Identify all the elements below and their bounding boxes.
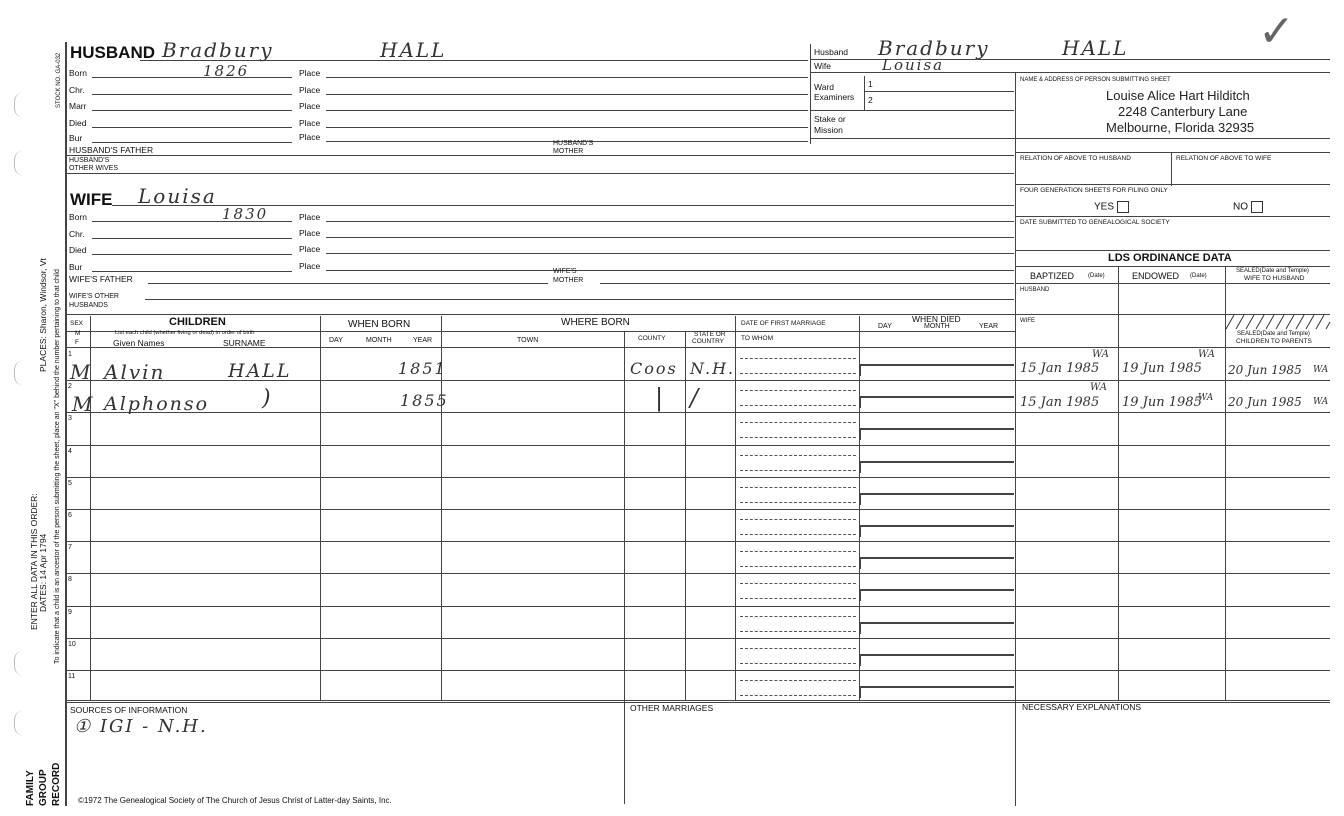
died-date-line — [859, 557, 1014, 559]
section-line — [66, 155, 1014, 156]
to-whom-line — [740, 405, 856, 406]
died-bracket — [859, 493, 861, 505]
died-date-line — [859, 654, 1014, 656]
lds-husband-row-label: HUSBAND — [1020, 287, 1050, 293]
table-col — [624, 331, 625, 701]
binder-hole — [14, 92, 24, 118]
died-bracket — [859, 686, 861, 698]
yes-checkbox[interactable] — [1117, 201, 1129, 213]
died-year-header: YEAR — [979, 323, 999, 330]
when-died-header: WHEN DIED — [912, 314, 961, 324]
child-2-given[interactable]: Alphonso — [104, 393, 210, 415]
submitter-name[interactable]: Louise Alice Hart Hilditch — [1106, 88, 1250, 103]
relation-husband-label: RELATION OF ABOVE TO HUSBAND — [1020, 155, 1131, 162]
rt-line — [810, 110, 1014, 111]
wife-given-name[interactable]: Louisa — [138, 184, 217, 208]
copyright: ©1972 The Genealogical Society of The Church of Jesus Christ of Latter-day Saints, Inc. — [78, 796, 392, 805]
footer-divider — [624, 700, 625, 804]
rt-husband-label: Husband — [814, 47, 849, 57]
submitter-city[interactable]: Melbourne, Florida 32935 — [1106, 120, 1255, 135]
died-bracket — [859, 428, 861, 440]
child-ancestor-note: To indicate that a child is an ancestor of the person submitting the sheet, place an "X" behind the number pertaining to that child — [54, 269, 61, 664]
field-line — [326, 221, 1014, 222]
place-label: Place — [299, 244, 321, 254]
to-whom-line — [740, 502, 856, 503]
binder-hole — [14, 650, 24, 676]
husband-given-name[interactable]: Bradbury — [162, 38, 274, 62]
wifes-father-label: WIFE'S FATHER — [69, 274, 133, 284]
died-day-header: DAY — [878, 323, 892, 330]
wife-born-year[interactable]: 1830 — [222, 205, 269, 223]
rt-wife-value[interactable]: Louisa — [882, 56, 945, 74]
rt-wife-label: Wife — [814, 61, 831, 71]
died-label: Died — [69, 118, 87, 128]
died-date-line — [859, 686, 1014, 688]
child-2-sex[interactable]: M — [72, 392, 95, 416]
rt-line — [1015, 152, 1330, 153]
died-bracket — [859, 557, 861, 569]
divider — [864, 76, 865, 110]
husbands-father-label: HUSBAND'S FATHER — [69, 145, 154, 155]
wifes-mother-label-2: MOTHER — [553, 277, 584, 284]
marriage-date-line — [740, 487, 856, 488]
child-row-number: 6 — [68, 512, 72, 519]
child-1-endowed-mark: WA — [1198, 349, 1216, 360]
sources-label: SOURCES OF INFORMATION — [70, 705, 188, 715]
husband-title: HUSBAND — [70, 43, 155, 62]
child-2-endowed[interactable]: 19 Jun 1985 — [1122, 395, 1202, 410]
child-1-year[interactable]: 1851 — [398, 359, 447, 378]
yes-option[interactable] — [1094, 201, 1129, 213]
examiner-2: 2 — [868, 95, 873, 105]
child-1-endowed[interactable]: 19 Jun 1985 — [1122, 361, 1202, 376]
child-row-number: 10 — [68, 640, 76, 648]
places-note: PLACES: Sharon, Windsor, Vt — [38, 258, 48, 372]
rt-line — [1015, 216, 1330, 217]
child-2-sealed-mark: WA — [1313, 397, 1329, 407]
stake-label-1: Stake or — [814, 114, 846, 124]
died-bracket — [859, 525, 861, 537]
died-bracket — [859, 396, 861, 408]
to-whom-line — [740, 695, 856, 696]
child-1-sealed[interactable]: 20 Jun 1985 — [1228, 363, 1302, 377]
died-bracket — [859, 654, 861, 666]
child-row-number: 11 — [68, 673, 76, 680]
field-line — [600, 283, 1014, 284]
died-bracket — [859, 364, 861, 376]
rt-line — [1015, 250, 1330, 251]
child-1-sealed-mark: WA — [1313, 365, 1329, 375]
baptized-label: BAPTIZED — [1030, 271, 1075, 281]
died-month-header: MONTH — [924, 323, 950, 330]
marriage-date-line — [740, 358, 856, 359]
field-line — [92, 238, 292, 239]
to-whom-line — [740, 534, 856, 535]
husbands-other-wives-label-1: HUSBAND'S — [69, 157, 110, 164]
born-label: Born — [69, 212, 87, 222]
field-line — [92, 254, 292, 255]
footer-line — [66, 700, 1330, 701]
to-whom-line — [740, 598, 856, 599]
wifes-other-husbands-label-1: WIFE'S OTHER — [69, 293, 119, 300]
died-bracket — [859, 461, 861, 473]
child-row-number: 4 — [68, 447, 72, 455]
died-date-line — [859, 622, 1014, 624]
husband-born-year[interactable]: 1826 — [203, 62, 250, 80]
died-date-line — [859, 525, 1014, 527]
child-2-county[interactable]: | — [655, 384, 666, 412]
lds-wife-row-label: WIFE — [1020, 318, 1035, 324]
order-note: ENTER ALL DATA IN THIS ORDER: — [29, 493, 39, 630]
field-line — [326, 253, 1014, 254]
child-2-sealed[interactable]: 20 Jun 1985 — [1228, 395, 1302, 409]
bur-label: Bur — [69, 133, 83, 143]
place-label: Place — [299, 228, 321, 238]
row-line — [66, 509, 1330, 510]
child-row-number: 7 — [68, 544, 72, 552]
examiners-label: Examiners — [814, 92, 855, 102]
marriage-date-line — [740, 455, 856, 456]
place-label: Place — [299, 261, 321, 271]
sex-header: SEX — [70, 320, 84, 327]
baptized-date-label: (Date) — [1088, 273, 1105, 279]
born-label: Born — [69, 68, 87, 78]
field-line — [148, 283, 548, 284]
divider — [1171, 152, 1172, 186]
row-line — [66, 573, 1330, 574]
marriage-date-line — [740, 519, 856, 520]
binder-hole — [14, 360, 24, 386]
field-line — [92, 142, 292, 143]
section-line — [66, 173, 1014, 174]
marriage-date-line — [740, 616, 856, 617]
field-line — [92, 127, 292, 128]
child-2-endowed-mark: WA — [1198, 393, 1214, 403]
to-whom-line — [740, 437, 856, 438]
marriage-date-line — [740, 390, 856, 391]
child-row-number: 1 — [68, 351, 72, 358]
row-line — [66, 541, 1330, 542]
died-date-line — [859, 493, 1014, 495]
wife-title: WIFE — [70, 190, 113, 209]
field-line — [92, 77, 292, 78]
sealed-children-label-1: SEALED(Date and Temple) — [1237, 331, 1310, 337]
chr-label: Chr. — [69, 85, 85, 95]
died-date-line — [859, 364, 1014, 366]
rt-line — [810, 72, 1330, 73]
child-1-baptized-mark: WA — [1092, 349, 1110, 360]
marriage-date-line — [740, 422, 856, 423]
marriage-date-line — [740, 583, 856, 584]
field-line — [326, 237, 1014, 238]
yes-label: YES — [1094, 201, 1115, 213]
family-label: FAMILY — [25, 770, 36, 806]
row-line — [66, 477, 1330, 478]
to-whom-line — [740, 663, 856, 664]
child-row-number: 8 — [68, 576, 72, 584]
child-1-county[interactable]: Coos — [630, 359, 678, 378]
country-header: COUNTRY — [692, 338, 725, 345]
sealed-wife-label-1: SEALED(Date and Temple) — [1236, 268, 1309, 274]
died-date-line — [859, 589, 1014, 591]
endowed-label: ENDOWED — [1132, 271, 1179, 281]
necessary-explanations-label: NECESSARY EXPLANATIONS — [1022, 702, 1142, 712]
submitter-street[interactable]: 2248 Canterbury Lane — [1118, 104, 1248, 119]
rt-line — [1015, 184, 1330, 185]
relation-wife-label: RELATION OF ABOVE TO WIFE — [1176, 155, 1272, 162]
child-row-number: 3 — [68, 415, 72, 423]
dates-note: DATES: 14 Apr 1794 — [38, 533, 48, 612]
field-line — [92, 271, 292, 272]
child-1-given[interactable]: Alvin — [104, 360, 166, 384]
field-line — [92, 110, 292, 111]
marriage-date-line — [740, 551, 856, 552]
row-line — [66, 606, 1330, 607]
binder-hole — [14, 150, 24, 176]
child-row-number: 5 — [68, 479, 72, 487]
row-line — [66, 445, 1330, 446]
no-option[interactable] — [1233, 201, 1263, 213]
marriage-date-line — [740, 648, 856, 649]
wifes-mother-label-1: WIFE'S — [553, 268, 577, 275]
place-label: Place — [299, 118, 321, 128]
field-line — [326, 110, 808, 111]
sex-m-header: M — [75, 330, 81, 337]
lds-divider — [1118, 266, 1119, 700]
children-subheader: List each child (whether living or dead) in order of birth — [115, 330, 255, 336]
husbands-mother-label-1: HUSBAND'S — [553, 140, 594, 147]
field-line — [326, 270, 1014, 271]
sex-f-header: F — [75, 339, 79, 346]
rt-husband-surname[interactable]: HALL — [1062, 36, 1129, 60]
day-header: DAY — [329, 337, 343, 344]
table-col — [685, 331, 686, 701]
left-border — [65, 42, 67, 806]
child-1-surname[interactable]: HALL — [228, 360, 292, 382]
given-names-header: Given Names — [113, 338, 165, 348]
died-label: Died — [69, 245, 87, 255]
record-label: RECORD — [51, 762, 62, 806]
died-date-line — [859, 461, 1014, 463]
hatched-cell — [1226, 315, 1330, 329]
binder-hole — [14, 710, 24, 736]
first-marriage-header: DATE OF FIRST MARRIAGE — [741, 320, 826, 327]
died-bracket — [859, 589, 861, 601]
town-header: TOWN — [517, 337, 539, 344]
no-checkbox[interactable] — [1251, 201, 1263, 213]
child-1-baptized[interactable]: 15 Jan 1985 — [1020, 361, 1100, 376]
to-whom-line — [740, 373, 856, 374]
row-line — [66, 638, 1330, 639]
sources-value[interactable]: ① IGI - N.H. — [74, 716, 208, 737]
ward-label: Ward — [814, 82, 834, 92]
place-label: Place — [299, 68, 321, 78]
child-2-baptized-mark: WA — [1090, 382, 1108, 393]
where-born-header: WHERE BORN — [561, 317, 630, 328]
rt-husband-given[interactable]: Bradbury — [878, 36, 990, 60]
died-bracket — [859, 622, 861, 634]
section-line — [66, 314, 1330, 315]
submitter-title: NAME & ADDRESS OF PERSON SUBMITTING SHEET — [1020, 77, 1171, 83]
rt-line — [810, 138, 1330, 139]
other-marriages-label: OTHER MARRIAGES — [630, 703, 714, 713]
to-whom-header: TO WHOM — [741, 335, 774, 342]
chr-label: Chr. — [69, 229, 85, 239]
divider — [1015, 72, 1016, 806]
when-born-header: WHEN BORN — [348, 319, 411, 330]
lds-title: LDS ORDINANCE DATA — [1108, 252, 1232, 264]
county-header: COUNTY — [638, 335, 666, 342]
child-2-baptized[interactable]: 15 Jan 1985 — [1020, 395, 1100, 410]
husbands-other-wives-label-2: OTHER WIVES — [69, 165, 119, 172]
to-whom-line — [740, 566, 856, 567]
place-label: Place — [299, 85, 321, 95]
bur-label: Bur — [69, 262, 83, 272]
sealed-children-label-2: CHILDREN TO PARENTS — [1236, 338, 1312, 345]
date-submitted-label: DATE SUBMITTED TO GENEALOGICAL SOCIETY — [1020, 219, 1170, 226]
to-whom-line — [740, 631, 856, 632]
died-date-line — [859, 428, 1014, 430]
stake-label-2: Mission — [814, 125, 843, 135]
check-mark-icon: ✓ — [1258, 6, 1295, 57]
surname-header: SURNAME — [223, 338, 266, 348]
rt-line — [864, 91, 1014, 92]
child-1-sex[interactable]: M — [70, 360, 93, 384]
lds-divider — [1225, 266, 1226, 700]
field-line — [92, 94, 292, 95]
husband-surname[interactable]: HALL — [380, 38, 447, 62]
to-whom-line — [740, 470, 856, 471]
child-1-state[interactable]: N.H. — [690, 359, 736, 378]
field-line — [145, 299, 1014, 300]
endowed-date-label: (Date) — [1190, 273, 1207, 279]
died-date-line — [859, 396, 1014, 398]
child-row-number: 2 — [68, 383, 72, 391]
state-header: STATE OR — [694, 331, 726, 338]
child-row-number: 9 — [68, 608, 72, 616]
husbands-mother-label-2: MOTHER — [553, 148, 584, 155]
group-label: GROUP — [38, 769, 49, 806]
child-2-year[interactable]: 1855 — [400, 391, 449, 410]
field-line — [326, 77, 808, 78]
stock-number: STOCK NO. GA-032 — [56, 52, 62, 108]
wifes-other-husbands-label-2: HUSBANDS — [69, 302, 108, 309]
rt-line — [1015, 266, 1330, 267]
year-header: YEAR — [413, 337, 433, 344]
child-2-state[interactable]: / — [690, 384, 701, 412]
place-label: Place — [299, 212, 321, 222]
marriage-date-line — [740, 680, 856, 681]
row-line — [66, 670, 1330, 671]
place-label: Place — [299, 132, 321, 142]
children-header: CHILDREN — [169, 316, 226, 328]
sealed-wife-label-2: WIFE TO HUSBAND — [1244, 275, 1305, 282]
field-line — [326, 94, 808, 95]
marr-label: Marr — [69, 101, 87, 111]
place-label: Place — [299, 101, 321, 111]
examiner-1: 1 — [868, 79, 873, 89]
row-line — [66, 412, 1330, 413]
child-2-surname[interactable]: ) — [262, 386, 273, 411]
field-line — [326, 127, 808, 128]
month-header: MONTH — [366, 337, 392, 344]
four-gen-label: FOUR GENERATION SHEETS FOR FILING ONLY — [1020, 187, 1168, 194]
rt-line — [1015, 283, 1330, 284]
no-label: NO — [1233, 201, 1248, 213]
